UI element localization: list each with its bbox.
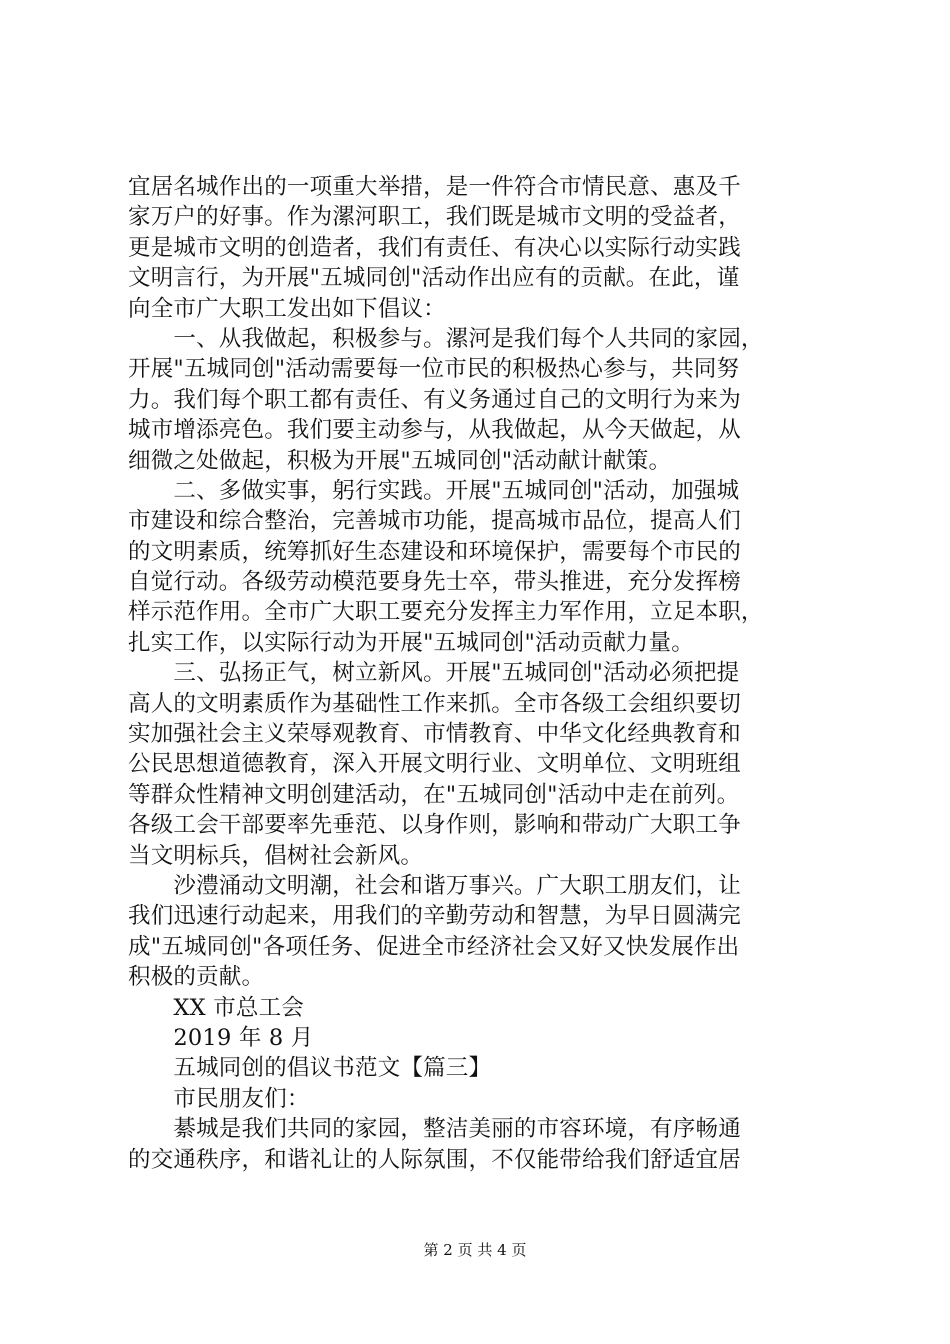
text-line: 向全市广大职工发出如下倡议： — [128, 295, 446, 322]
text-line: 力。我们每个职工都有责任、有义务通过自己的文明行为来为 — [128, 386, 741, 413]
text-line: 当文明标兵，倡树社会新风。 — [128, 842, 424, 869]
text-line: 文明言行，为开展"五城同创"活动作出应有的贡献。在此，谨 — [128, 265, 740, 292]
text-line: 扎实工作，以实际行动为开展"五城同创"活动贡献力量。 — [128, 629, 694, 656]
text-line: 宜居名城作出的一项重大举措，是一件符合市情民意、惠及千 — [128, 174, 741, 200]
text-line: 的文明素质，统筹抓好生态建设和环境保护，需要每个市民的 — [128, 538, 741, 565]
salutation-line: 市民朋友们： — [128, 1085, 310, 1112]
page-number-footer: 第 2 页 共 4 页 — [423, 1241, 527, 1259]
text-line: 三、弘扬正气，树立新风。开展"五城同创"活动必须把提 — [128, 660, 740, 687]
text-line: 更是城市文明的创造者，我们有责任、有决心以实际行动实践 — [128, 234, 741, 261]
text-line: 家万户的好事。作为漯河职工，我们既是城市文明的受益者， — [128, 204, 741, 231]
text-line: 一、从我做起，积极参与。漯河是我们每个人共同的家园， — [128, 325, 764, 352]
text-line: 样示范作用。全市广大职工要充分发挥主力军作用，立足本职， — [128, 599, 764, 626]
text-line: 积极的贡献。 — [128, 964, 265, 991]
document-body — [128, 172, 833, 1175]
text-line: 的交通秩序，和谐礼让的人际氛围，不仅能带给我们舒适宜居 — [128, 1146, 741, 1173]
text-line: 市建设和综合整治，完善城市功能，提高城市品位，提高人们 — [128, 508, 741, 535]
text-line: 公民思想道德教育，深入开展文明行业、文明单位、文明班组 — [128, 751, 741, 778]
section-heading: 五城同创的倡议书范文【篇三】 — [128, 1055, 492, 1082]
text-line: 成"五城同创"各项任务、促进全市经济社会又好又快发展作出 — [128, 933, 740, 960]
text-line: 细微之处做起，积极为开展"五城同创"活动献计献策。 — [128, 447, 672, 474]
text-line: 二、多做实事，躬行实践。开展"五城同创"活动，加强城 — [128, 477, 740, 504]
date-line: 2019 年 8 月 — [128, 1024, 314, 1051]
text-line: 开展"五城同创"活动需要每一位市民的积极热心参与，共同努 — [128, 356, 740, 383]
text-line: 綦城是我们共同的家园，整洁美丽的市容环境，有序畅通 — [128, 1116, 741, 1143]
text-line: 等群众性精神文明创建活动，在"五城同创"活动中走在前列。 — [128, 781, 740, 808]
text-line: 各级工会干部要率先垂范、以身作则，影响和带动广大职工争 — [128, 812, 741, 839]
text-line: 高人的文明素质作为基础性工作来抓。全市各级工会组织要切 — [128, 690, 741, 717]
text-line: 城市增添亮色。我们要主动参与，从我做起，从今天做起，从 — [128, 417, 741, 444]
text-line: 沙澧涌动文明潮，社会和谐万事兴。广大职工朋友们，让 — [128, 872, 741, 899]
text-line: 实加强社会主义荣辱观教育、市情教育、中华文化经典教育和 — [128, 721, 741, 748]
text-line: 我们迅速行动起来，用我们的辛勤劳动和智慧，为早日圆满完 — [128, 903, 741, 930]
signature-line: XX 市总工会 — [128, 994, 304, 1021]
text-line: 自觉行动。各级劳动模范要身先士卒，带头推进，充分发挥榜 — [128, 569, 741, 596]
